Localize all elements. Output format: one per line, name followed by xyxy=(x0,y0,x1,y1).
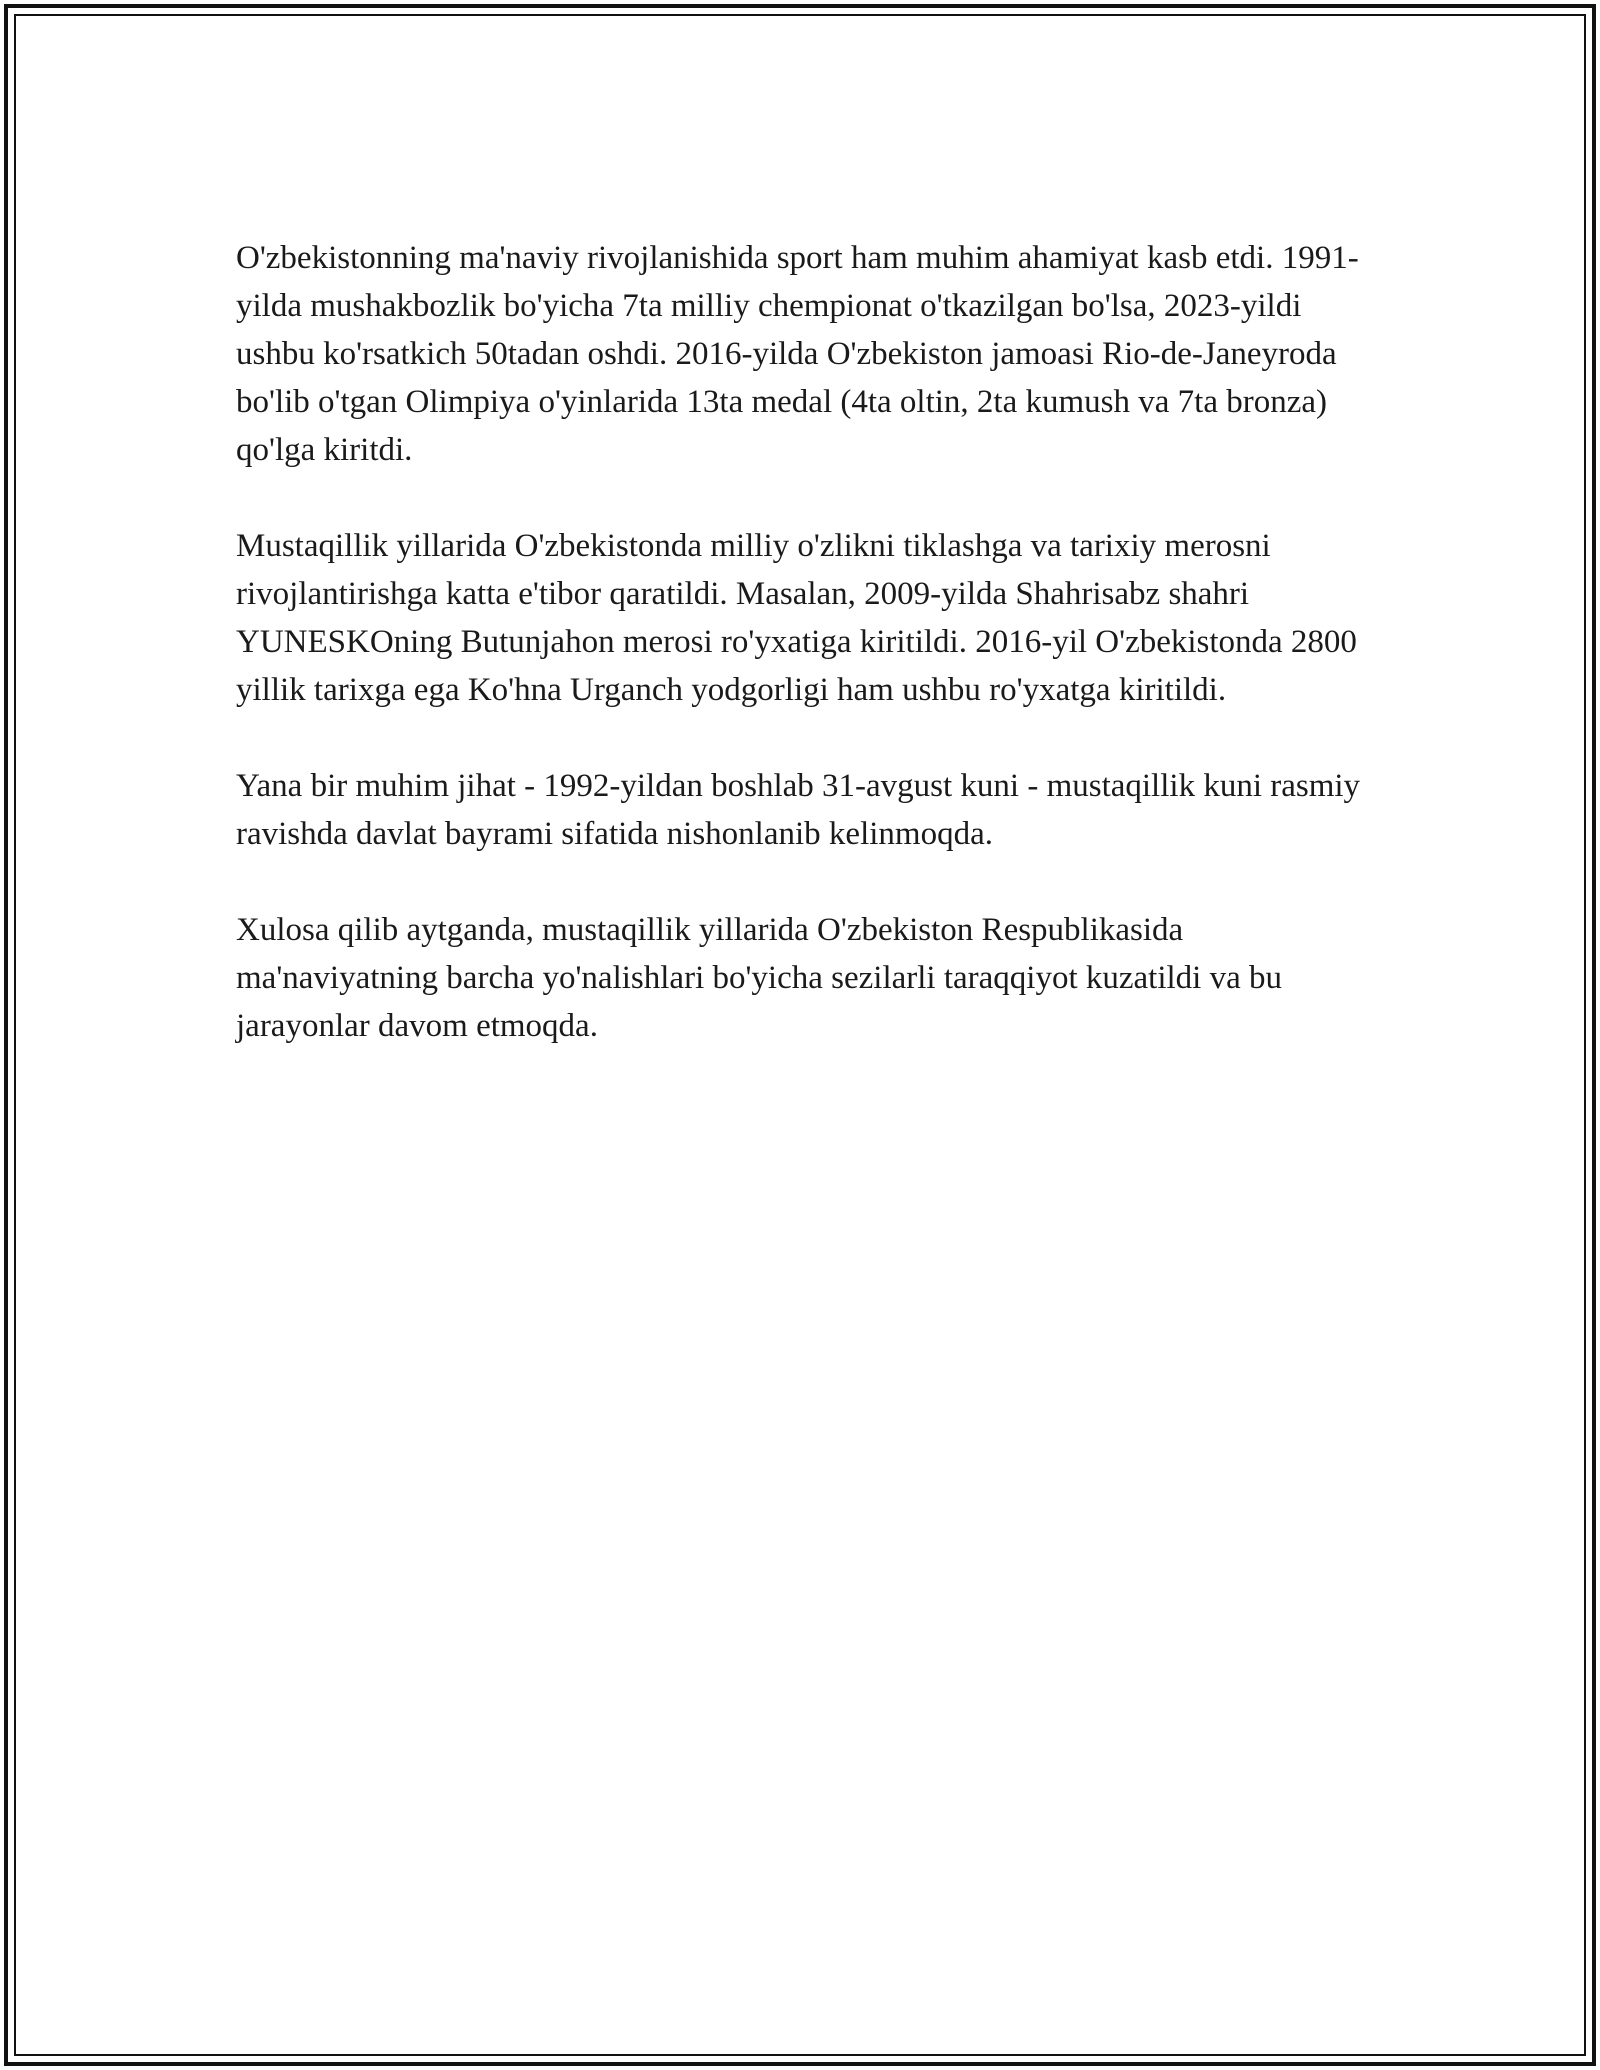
paragraph-independence-day: Yana bir muhim jihat - 1992-yildan boshlab 31-avgust kuni - mustaqillik kuni rasmiy ravishda davlat bayrami sifatida nishonlanib kelinmoqda. xyxy=(236,768,1361,852)
paragraph-conclusion: Xulosa qilib aytganda, mustaqillik yillarida O'zbekiston Respublikasida ma'naviyatning barcha yo'nalishlari bo'yicha sezilarli taraqqiyot kuzatildi va bu jarayonlar davom etmoqda. xyxy=(236,912,1282,1044)
document-body xyxy=(236,234,1376,1098)
paragraph-heritage: Mustaqillik yillarida O'zbekistonda milliy o'zlikni tiklashga va tarixiy merosni rivojlantirishga katta e'tibor qaratildi. Masalan, 2009-yilda Shahrisabz shahri YUNESKOning Butunjahon merosi ro'yxatiga kiritildi. 2016-yil O'zbekistonda 2800 yillik tarixga ega Ko'hna Urganch yodgorligi ham ushbu ro'yxatga kiritildi. xyxy=(236,528,1357,708)
paragraph-sport: O'zbekistonning ma'naviy rivojlanishida sport ham muhim ahamiyat kasb etdi. 1991-yilda mushakbozlik bo'yicha 7ta milliy chempionat o'tkazilgan bo'lsa, 2023-yildi ushbu ko'rsatkich 50tadan oshdi. 2016-yilda O'zbekiston jamoasi Rio-de-Janeyroda bo'lib o'tgan Olimpiya o'yinlarida 13ta medal (4ta oltin, 2ta kumush va 7ta bronza) qo'lga kiritdi. xyxy=(236,240,1359,468)
